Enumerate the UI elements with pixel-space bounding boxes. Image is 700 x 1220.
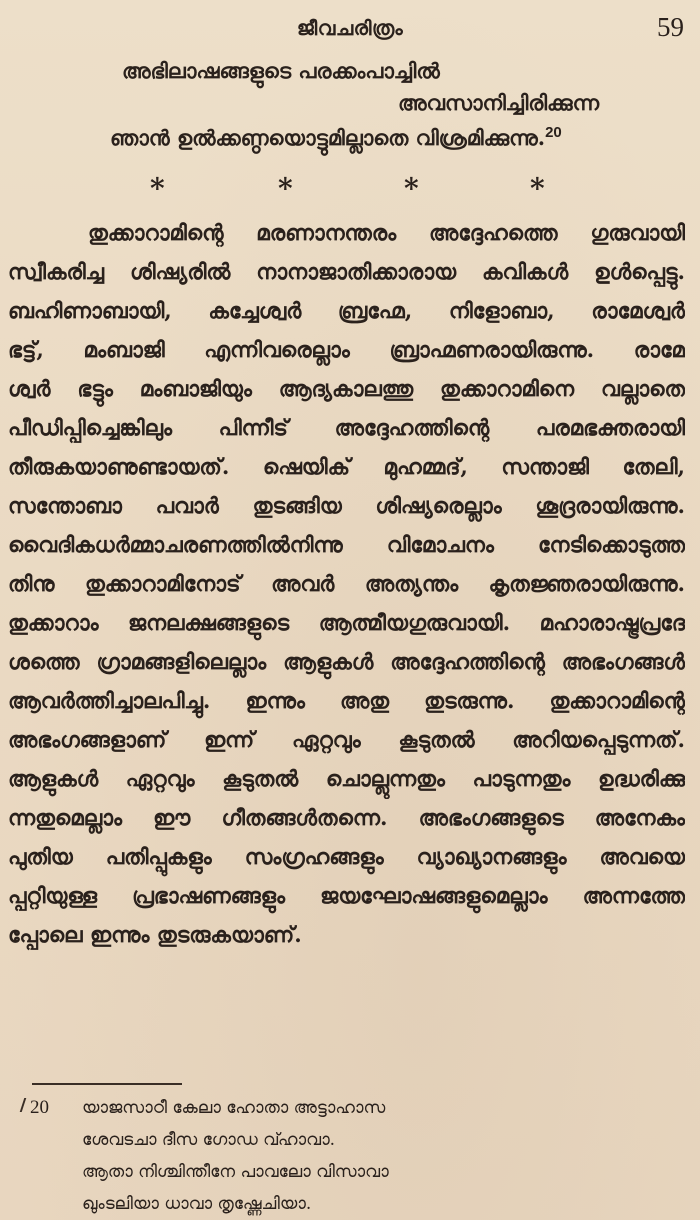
page-header <box>0 12 700 48</box>
body-line: പീഡിപ്പിച്ചെങ്കിലും പിന്നീട് അദ്ദേഹത്തിന്റെ പരമഭക്തരായി <box>8 416 685 441</box>
verse-line-2: അവസാനിച്ചിരിക്കുന്ന <box>398 90 600 115</box>
body-line: പുതിയ പതിപ്പുകളും സംഗ്രഹങ്ങളും വ്യാഖ്യാനങ്ങളും അവയെ <box>8 845 685 870</box>
body-paragraph <box>8 214 685 955</box>
verse-line-3 <box>110 124 562 151</box>
verse-line-1: അഭിലാഷങ്ങളുടെ പരക്കംപാച്ചിൽ <box>122 58 440 83</box>
footnote-reference: 20 <box>545 124 562 141</box>
footnote <box>30 1092 650 1220</box>
body-line: പ്പോലെ ഇന്നും തുടരുകയാണ്. <box>8 923 302 948</box>
section-separator <box>0 172 700 205</box>
footnote-line <box>30 1092 650 1124</box>
body-line: പ്പറ്റിയുള്ള പ്രഭാഷണങ്ങളും ജയഘോഷങ്ങളുമെല്ലാം അന്നത്തേ <box>8 884 685 909</box>
body-line: ആവർത്തിച്ചാലപിച്ചു. ഇന്നും അതു തുടരുന്നു. തുക്കാറാമിന്റെ <box>8 689 685 714</box>
footnote-text: യാജസാഠീ കേലാ ഹോതാ അട്ടാഹാസ <box>82 1098 386 1118</box>
body-line: അഭംഗങ്ങളാണ് ഇന്ന് ഏറ്റവും കൂടുതൽ അറിയപ്പെടുന്നത്. <box>8 728 685 753</box>
separator-star: * <box>150 172 165 205</box>
separator-star: * <box>278 172 293 205</box>
body-line: ശത്തെ ഗ്രാമങ്ങളിലെല്ലാം ആളുകൾ അദ്ദേഹത്തിന്റെ അഭംഗങ്ങൾ <box>8 650 685 675</box>
body-line: ന്നതുമെല്ലാം ഈ ഗീതങ്ങൾതന്നെ. അഭംഗങ്ങളുടെ അനേകം <box>8 806 685 831</box>
running-title: ജീവചരിത്രം <box>296 16 404 40</box>
footnote-line: ഖുംടലിയാ ധാവാ തൃഷ്ണേചിയാ. <box>82 1194 312 1214</box>
separator-star: * <box>530 172 545 205</box>
footnote-rule <box>32 1083 182 1085</box>
footnote-line: ശേവടചാ ദീസ ഗോഡ വ്ഹാവാ. <box>82 1130 336 1150</box>
footnote-number: 20 <box>30 1097 49 1118</box>
footnote-line: ആതാ നിശ്ചിന്തീനേ പാവലോ വിസാവാ <box>82 1162 389 1182</box>
body-line: തുക്കാറാമിന്റെ മരണാനന്തരം അദ്ദേഹത്തെ ഗുരുവായി <box>88 221 685 246</box>
body-line: വൈദികധർമ്മാചരണത്തിൽനിന്നു വിമോചനം നേടിക്കൊടുത്ത <box>8 533 685 558</box>
separator-star: * <box>404 172 419 205</box>
body-line: ഭട്ട്, മംബാജി എന്നിവരെല്ലാം ബ്രാഹ്മണരായിരുന്നു. രാമേ <box>8 338 685 363</box>
page-number: 59 <box>657 12 684 42</box>
body-line: സ്വീകരിച്ച ശിഷ്യരിൽ നാനാജാതിക്കാരായ കവികൾ ഉൾപ്പെട്ടു. <box>8 260 685 285</box>
body-line: തിനു തുക്കാറാമിനോട് അവർ അത്യന്തം കൃതജ്ഞരായിരുന്നു. <box>8 572 685 597</box>
body-line: ആളുകൾ ഏറ്റവും കൂടുതൽ ചൊല്ലുന്നതും പാടുന്നതും ഉദ്ധരിക്കു <box>8 767 685 792</box>
body-line: തുക്കാറാം ജനലക്ഷങ്ങളുടെ ആത്മീയഗുരുവായി. മഹാരാഷ്ട്രപ്രദേ <box>8 611 685 636</box>
body-line: ബഹിണാബായി, കച്ചേശ്വർ ബ്രഹ്മേ, നിളോബാ, രാമേശ്വർ <box>8 299 685 324</box>
verse-line-3-text: ഞാൻ ഉൽക്കണ്ഠയൊട്ടുമില്ലാതെ വിശ്രമിക്കുന്നു. <box>110 125 546 150</box>
body-line: തീരുകയാണുണ്ടായത്. ഷെയിക് മുഹമ്മദ്, സന്താജി തേലി, <box>8 455 685 480</box>
body-line: സന്തോബാ പവാർ തുടങ്ങിയ ശിഷ്യരെല്ലാം ശൂദ്രരായിരുന്നു. <box>8 494 685 519</box>
body-line: ശ്വർ ഭട്ടും മംബാജിയും ആദ്യകാലത്തു തുക്കാറാമിനെ വല്ലാതെ <box>8 377 685 402</box>
